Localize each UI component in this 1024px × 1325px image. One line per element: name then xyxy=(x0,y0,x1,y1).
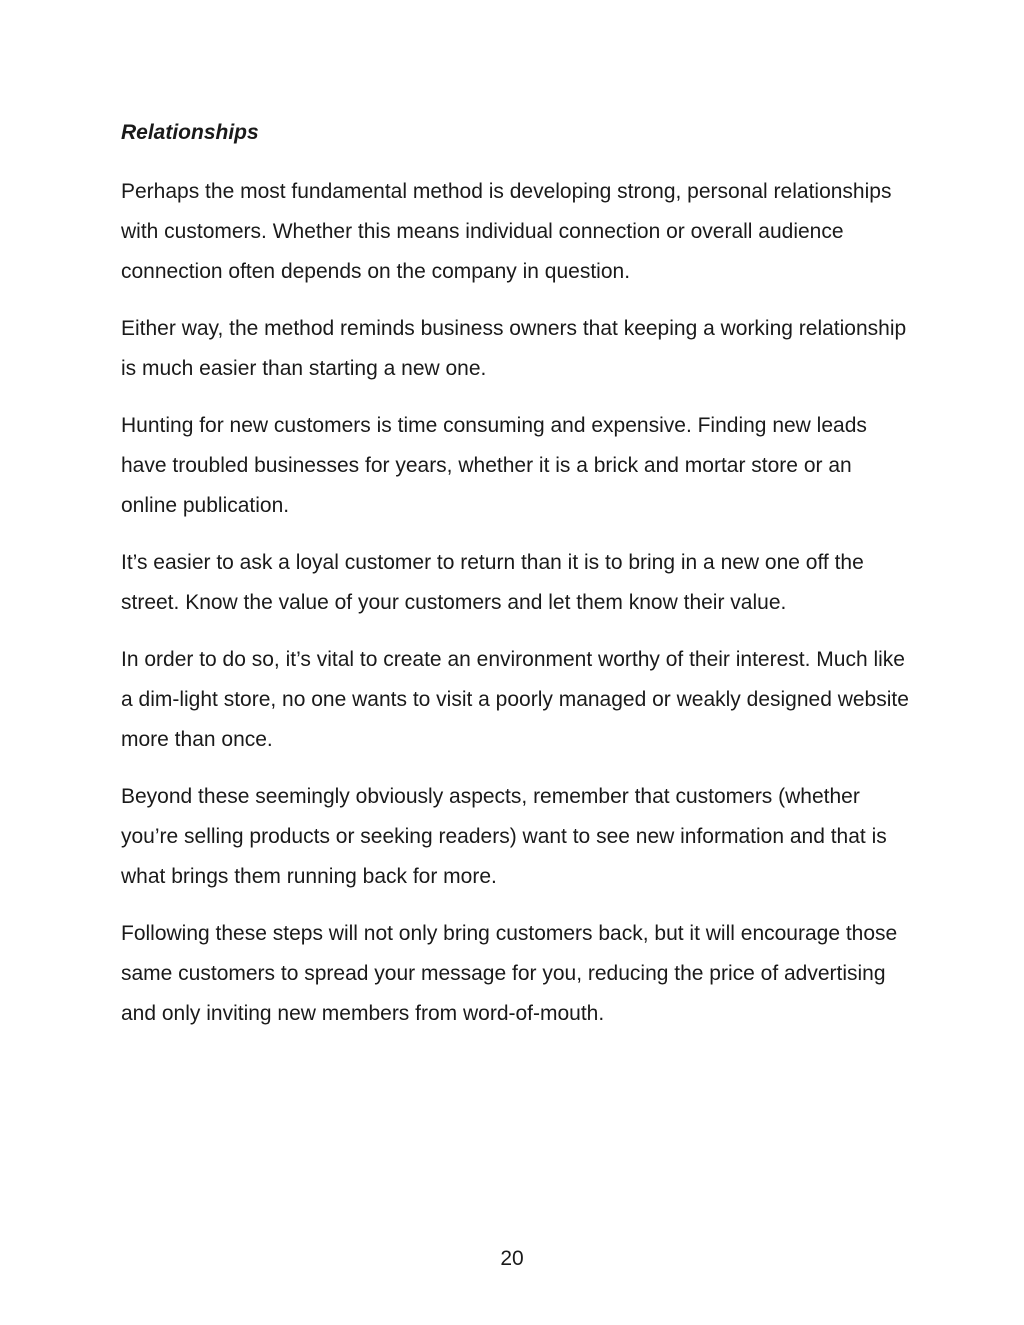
section-heading: Relationships xyxy=(121,121,259,144)
page-number: 20 xyxy=(500,1247,524,1270)
paragraph: Either way, the method reminds business owners that keeping a working relationship is much easier than starting a new one. xyxy=(121,317,907,380)
paragraph: Perhaps the most fundamental method is developing strong, personal relationships with customers. Whether this means individual connection or overall audience connection often depends on the company in question. xyxy=(121,180,892,283)
paragraph: In order to do so, it’s vital to create an environment worthy of their interest. Much like a dim-light store, no one wants to visit a poorly managed or weakly designed website more than once. xyxy=(121,648,909,751)
paragraph: Hunting for new customers is time consuming and expensive. Finding new leads have troubled businesses for years, whether it is a brick and mortar store or an online publication. xyxy=(121,414,867,517)
paragraph: Beyond these seemingly obviously aspects, remember that customers (whether you’re selling products or seeking readers) want to see new information and that is what brings them running back for more. xyxy=(121,785,887,888)
paragraph: It’s easier to ask a loyal customer to return than it is to bring in a new one off the street. Know the value of your customers and let them know their value. xyxy=(121,551,864,614)
paragraph: Following these steps will not only bring customers back, but it will encourage those same customers to spread your message for you, reducing the price of advertising and only inviting new members from word-of-mouth. xyxy=(121,922,898,1025)
document-body xyxy=(121,118,911,1051)
